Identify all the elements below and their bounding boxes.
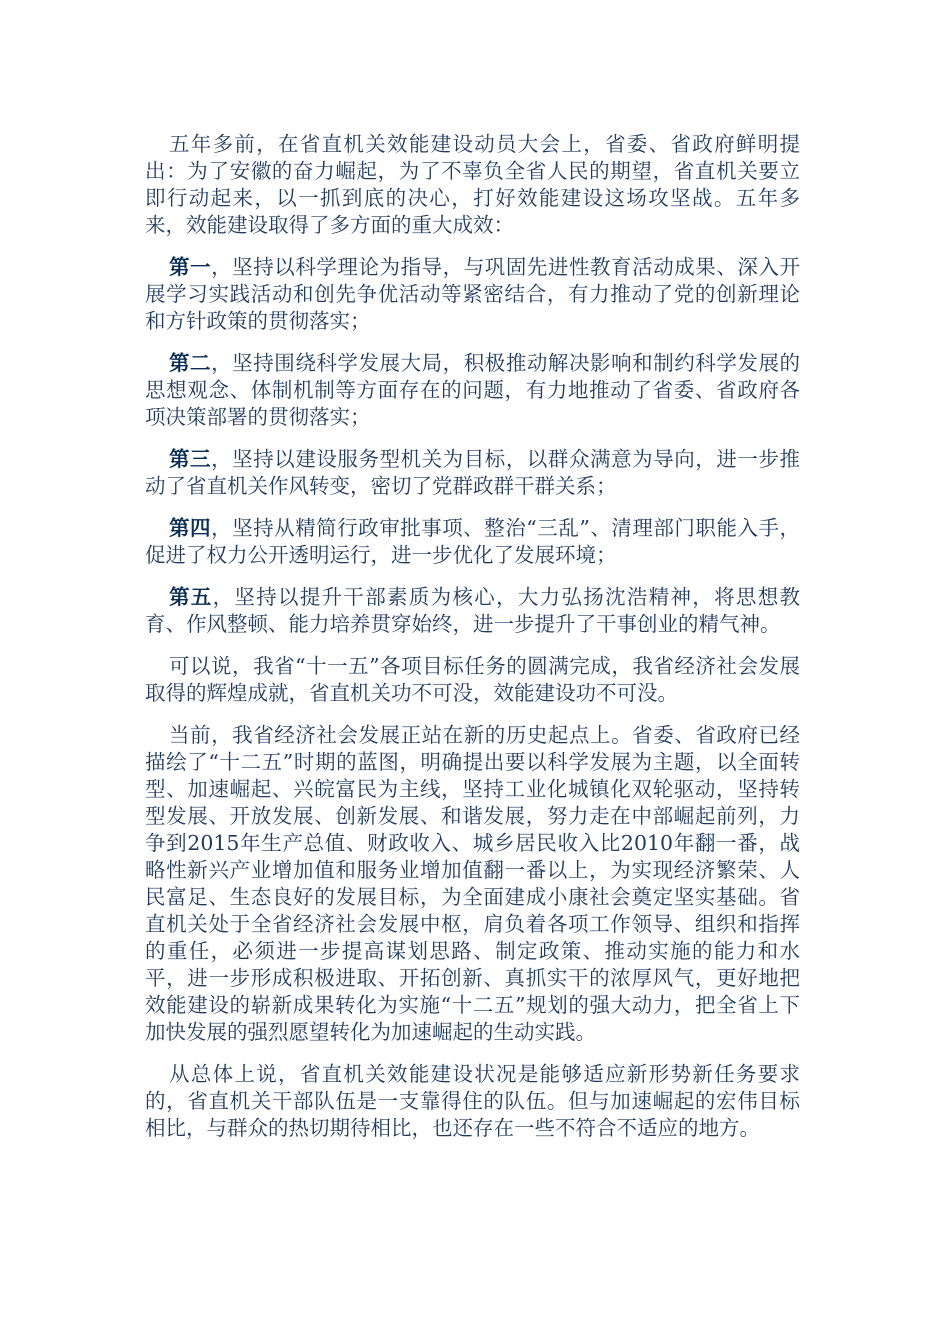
paragraph-text: 五年多前，在省直机关效能建设动员大会上，省委、省政府鲜明提出：为了安徽的奋力崛起，为了不辜负全省人民的期望，省直机关要立即行动起来，以一抓到底的决心，打好效能建设这场攻坚战。五年多来，效能建设取得了多方面的重大成效：: [145, 132, 800, 237]
paragraph-lead: 第二: [169, 351, 212, 375]
paragraph-intro: [145, 131, 800, 239]
paragraph-text: ，坚持以科学理论为指导，与巩固先进性教育活动成果、深入开展学习实践活动和创先争优活动等紧密结合，有力推动了党的创新理论和方针政策的贯彻落实；: [145, 255, 801, 333]
paragraph-text: 从总体上说，省直机关效能建设状况是能够适应新形势新任务要求的，省直机关干部队伍是一支靠得住的队伍。但与加速崛起的宏伟目标相比，与群众的热切期待相比，也还存在一些不符合不适应的地方。: [145, 1062, 800, 1140]
paragraph-text: 当前，我省经济社会发展正站在新的历史起点上。省委、省政府已经描绘了“十二五”时期的蓝图，明确提出要以科学发展为主题，以全面转型、加速崛起、兴皖富民为主线，坚持工业化城镇化双轮驱动，坚持转型发展、开放发展、创新发展、和谐发展，努力走在中部崛起前列，力争到2015年生产总值、财政收入、城乡居民收入比2010年翻一番，战略性新兴产业增加值和服务业增加值翻一番以上，为实现经济繁荣、人民富足、生态良好的发展目标，为全面建成小康社会奠定坚实基础。省直机关处于全省经济社会发展中枢，肩负着各项工作领导、组织和指挥的重任，必须进一步提高谋划思路、制定政策、推动实施的能力和水平，进一步形成积极进取、开拓创新、真抓实干的浓厚风气，更好地把效能建设的崭新成果转化为实施“十二五”规划的强大动力，把全省上下加快发展的强烈愿望转化为加速崛起的生动实践。: [145, 723, 800, 1044]
paragraph-first: [145, 254, 800, 335]
paragraph-fourth: [145, 515, 800, 569]
paragraph-lead: 第一: [169, 255, 212, 279]
paragraph-text: ，坚持围绕科学发展大局，积极推动解决影响和制约科学发展的思想观念、体制机制等方面存在的问题，有力地推动了省委、省政府各项决策部署的贯彻落实；: [145, 351, 801, 429]
paragraph-third: [145, 446, 800, 500]
paragraph-fifth: [145, 584, 800, 638]
paragraph-lead: 第五: [169, 585, 213, 609]
paragraph-current: [145, 722, 800, 1046]
paragraph-summary: [145, 653, 800, 707]
paragraph-overall: [145, 1061, 800, 1142]
paragraph-second: [145, 350, 800, 431]
paragraph-text: 可以说，我省“十一五”各项目标任务的圆满完成，我省经济社会发展取得的辉煌成就，省直机关功不可没，效能建设功不可没。: [145, 654, 800, 705]
paragraph-lead: 第三: [169, 447, 212, 471]
paragraph-text: ，坚持以提升干部素质为核心，大力弘扬沈浩精神，将思想教育、作风整顿、能力培养贯穿始终，进一步提升了干事创业的精气神。: [145, 585, 801, 636]
paragraph-text: ，坚持从精简行政审批事项、整治“三乱”、清理部门职能入手，促进了权力公开透明运行，进一步优化了发展环境；: [145, 516, 801, 567]
paragraph-text: ，坚持以建设服务型机关为目标，以群众满意为导向，进一步推动了省直机关作风转变，密切了党群政群干群关系；: [145, 447, 801, 498]
paragraph-lead: 第四: [169, 516, 212, 540]
